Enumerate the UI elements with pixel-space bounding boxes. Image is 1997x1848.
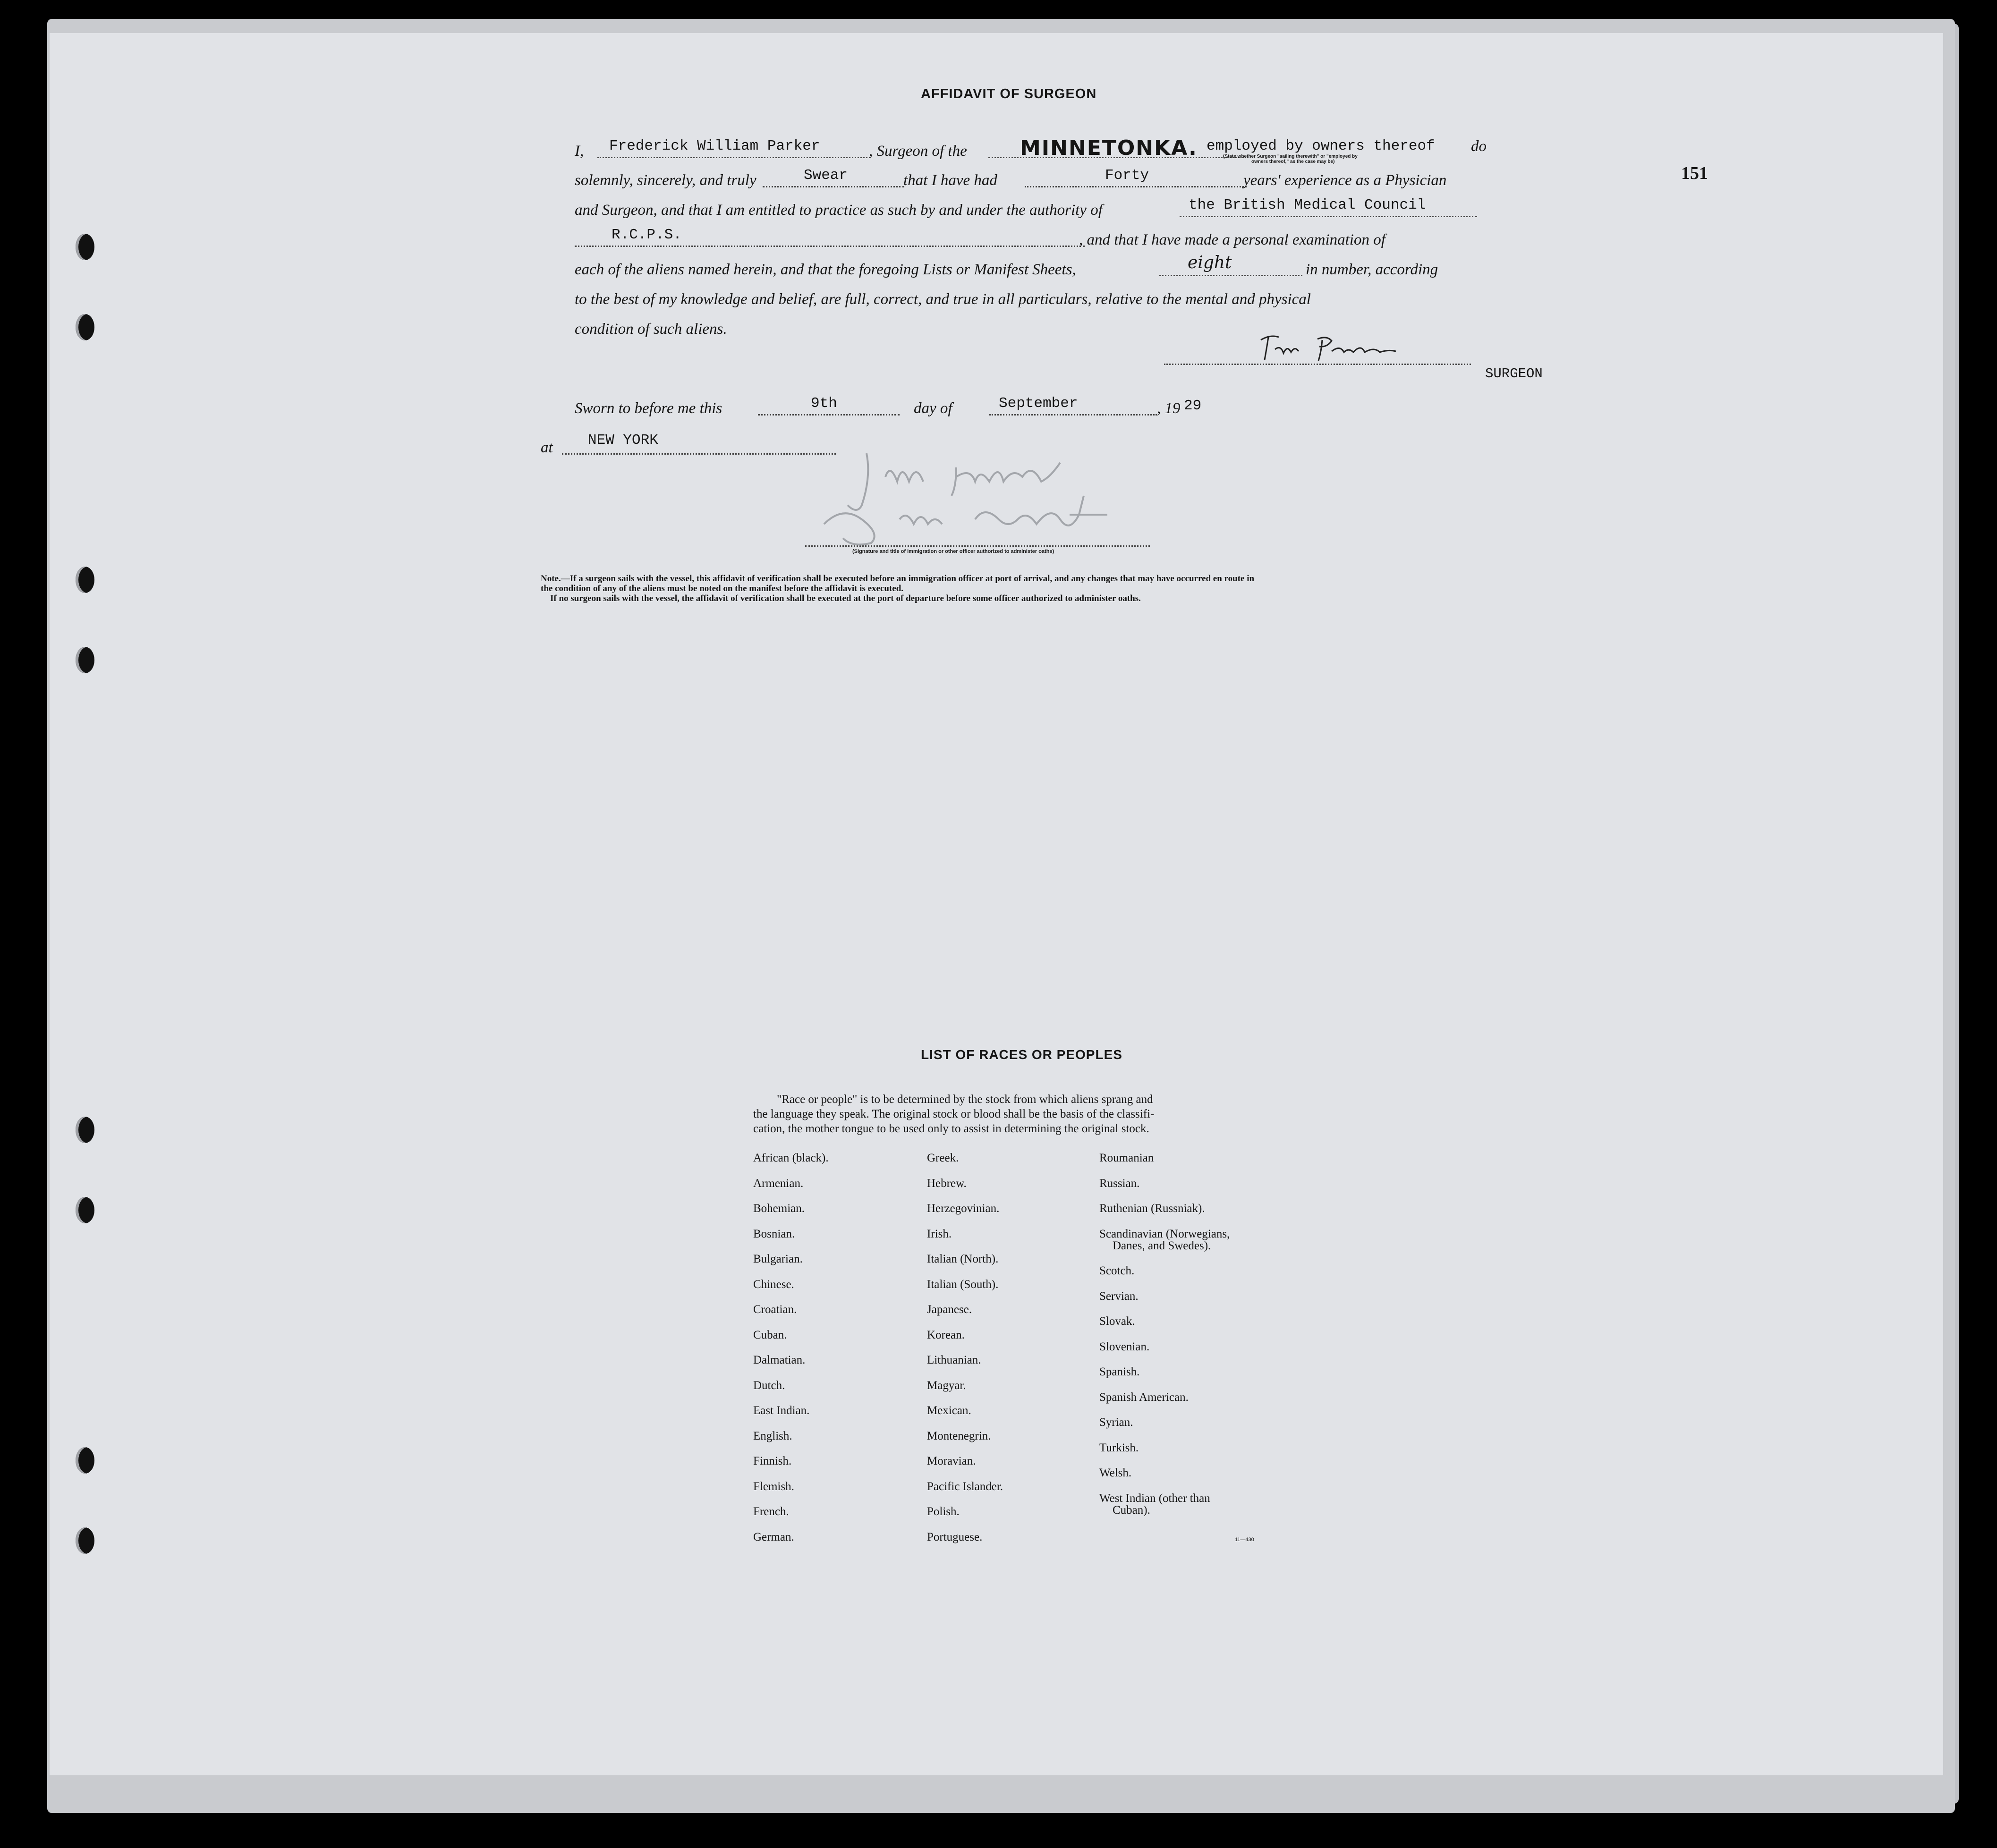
- employment-status: employed by owners thereof: [1207, 138, 1435, 154]
- race-entry: Spanish American.: [1099, 1390, 1189, 1404]
- employment-note-1: (State whether Surgeon "sailing therewith" or "employed by: [1223, 154, 1358, 159]
- sworn-label: Sworn to before me this: [575, 400, 722, 417]
- binder-hole: [76, 234, 94, 260]
- day-underline: [758, 414, 900, 415]
- race-entry: Dutch.: [753, 1379, 785, 1392]
- month-underline: [989, 414, 1157, 415]
- sworn-month: September: [999, 395, 1078, 412]
- race-entry: Scotch.: [1099, 1264, 1135, 1277]
- authority-underline: [1180, 216, 1477, 217]
- race-entry: Japanese.: [927, 1303, 972, 1316]
- race-entry: Moravian.: [927, 1455, 976, 1467]
- races-intro-2: the language they speak. The original stock or blood shall be the basis of the classifi-: [753, 1108, 1155, 1120]
- race-entry: Italian (North).: [927, 1253, 999, 1265]
- affidavit-pronoun: I,: [575, 143, 584, 160]
- race-entry: Greek.: [927, 1152, 959, 1164]
- race-entry: Danes, and Swedes).: [1113, 1239, 1211, 1252]
- binder-hole: [76, 1527, 94, 1554]
- race-entry: Spanish.: [1099, 1365, 1140, 1378]
- race-entry: Pacific Islander.: [927, 1480, 1003, 1493]
- race-entry: Herzegovinian.: [927, 1202, 1000, 1215]
- race-entry: Portuguese.: [927, 1530, 983, 1543]
- race-entry: Armenian.: [753, 1177, 804, 1190]
- note-line-3: If no surgeon sails with the vessel, the affidavit of verification shall be executed at the port of departure before some officer authorized to administer oaths.: [550, 593, 1141, 603]
- race-entry: Servian.: [1099, 1289, 1139, 1303]
- manifest-page: [50, 33, 1943, 1775]
- race-entry: French.: [753, 1505, 789, 1518]
- race-entry: East Indian.: [753, 1404, 810, 1417]
- race-entry: Bulgarian.: [753, 1253, 803, 1265]
- sworn-place: NEW YORK: [588, 432, 658, 449]
- authority-name: the British Medical Council: [1189, 197, 1426, 213]
- ship-name: MINNETONKA.: [1020, 136, 1198, 160]
- race-entry: Syrian.: [1099, 1416, 1133, 1429]
- race-entry: Cuban.: [753, 1328, 787, 1341]
- page-number: 151: [1681, 163, 1708, 183]
- note-line-1: Note.—If a surgeon sails with the vessel, this affidavit of verification shall be executed before an immigration officer at port of arrival, and any changes that may have occurred en route in: [541, 574, 1255, 584]
- employment-note-2: owners thereof," as the case may be): [1251, 159, 1335, 164]
- officer-signature-line: [805, 545, 1150, 547]
- race-entry: Flemish.: [753, 1480, 794, 1493]
- binder-hole: [76, 314, 94, 340]
- race-entry: Irish.: [927, 1227, 952, 1240]
- binder-hole: [76, 1447, 94, 1474]
- race-entry: Russian.: [1099, 1177, 1140, 1190]
- sworn-year: 29: [1184, 398, 1202, 414]
- place-underline: [562, 453, 836, 455]
- sheet-count: eight: [1188, 253, 1232, 272]
- year-prefix: , 19: [1157, 400, 1181, 417]
- race-entry: German.: [753, 1530, 794, 1543]
- authority-label: and Surgeon, and that I am entitled to practice as such by and under the authority of: [575, 202, 1103, 219]
- surgeon-signature-line: [1164, 364, 1471, 365]
- races-intro-1: "Race or people" is to be determined by the stock from which aliens sprang and: [777, 1093, 1153, 1106]
- examination-label: , and that I have made a personal examination of: [1079, 231, 1385, 248]
- years-experience: Forty: [1105, 167, 1149, 184]
- race-entry: Bosnian.: [753, 1227, 795, 1240]
- officer-signature: [815, 449, 1155, 552]
- form-code: 11—430: [1235, 1537, 1254, 1543]
- race-entry: Korean.: [927, 1328, 965, 1341]
- affidavit-title: AFFIDAVIT OF SURGEON: [921, 86, 1097, 102]
- race-entry: West Indian (other than: [1099, 1492, 1210, 1505]
- race-entry: Hebrew.: [927, 1177, 967, 1190]
- manifest-sheets-label: each of the aliens named herein, and that the foregoing Lists or Manifest Sheets,: [575, 261, 1076, 278]
- race-entry: Cuban).: [1113, 1503, 1150, 1517]
- races-title: LIST OF RACES OR PEOPLES: [921, 1047, 1122, 1062]
- authority-cont: R.C.P.S.: [612, 227, 682, 243]
- affidavit-conclusion: condition of such aliens.: [575, 321, 727, 338]
- affidavit-do: do: [1471, 138, 1487, 155]
- race-entry: Ruthenian (Russniak).: [1099, 1202, 1205, 1215]
- race-entry: Lithuanian.: [927, 1354, 981, 1366]
- race-entry: Slovenian.: [1099, 1340, 1150, 1353]
- oath-underline: [763, 186, 904, 187]
- surgeon-title: SURGEON: [1485, 366, 1543, 381]
- race-entry: Mexican.: [927, 1404, 971, 1417]
- oath-word: Swear: [804, 167, 848, 184]
- binder-hole: [76, 647, 94, 673]
- race-entry: Turkish.: [1099, 1441, 1139, 1454]
- race-entry: Polish.: [927, 1505, 960, 1518]
- physician-label: years' experience as a Physician: [1243, 172, 1447, 189]
- experience-label: that I have had: [903, 172, 997, 189]
- day-of-label: day of: [914, 400, 952, 417]
- race-entry: Magyar.: [927, 1379, 966, 1392]
- binder-hole: [76, 1197, 94, 1223]
- at-label: at: [541, 439, 553, 456]
- race-entry: Welsh.: [1099, 1467, 1132, 1479]
- affidavit-statement: to the best of my knowledge and belief, are full, correct, and true in all particulars, relative to the mental and physical: [575, 291, 1311, 308]
- race-entry: Croatian.: [753, 1303, 797, 1316]
- binder-hole: [76, 1117, 94, 1143]
- binder-hole: [76, 567, 94, 593]
- race-entry: Scandinavian (Norwegians,: [1099, 1227, 1230, 1240]
- race-entry: Montenegrin.: [927, 1429, 991, 1442]
- races-intro-3: cation, the mother tongue to be used only to assist in determining the original stock.: [753, 1122, 1149, 1135]
- race-entry: English.: [753, 1429, 792, 1442]
- surgeon-of-label: , Surgeon of the: [869, 143, 967, 160]
- surgeon-signature: [1256, 331, 1436, 366]
- note-line-2: the condition of any of the aliens must be noted on the manifest before the affidavit is executed.: [541, 584, 904, 593]
- count-underline: [1159, 275, 1302, 276]
- in-number-label: in number, according: [1306, 261, 1438, 278]
- sworn-day: 9th: [811, 395, 837, 412]
- race-entry: Slovak.: [1099, 1315, 1135, 1328]
- solemnly-label: solemnly, sincerely, and truly: [575, 172, 756, 189]
- race-entry: Bohemian.: [753, 1202, 805, 1215]
- race-entry: Italian (South).: [927, 1278, 999, 1291]
- officer-caption: (Signature and title of immigration or other officer authorized to administer oaths): [852, 549, 1054, 554]
- surgeon-name-underline: [597, 157, 870, 158]
- surgeon-name: Frederick William Parker: [609, 138, 820, 154]
- race-entry: African (black).: [753, 1152, 829, 1164]
- race-entry: Finnish.: [753, 1455, 792, 1467]
- years-underline: [1025, 186, 1247, 187]
- authority-cont-underline: [575, 246, 1085, 247]
- race-entry: Dalmatian.: [753, 1354, 806, 1366]
- race-entry: Roumanian: [1099, 1152, 1154, 1164]
- race-entry: Chinese.: [753, 1278, 794, 1291]
